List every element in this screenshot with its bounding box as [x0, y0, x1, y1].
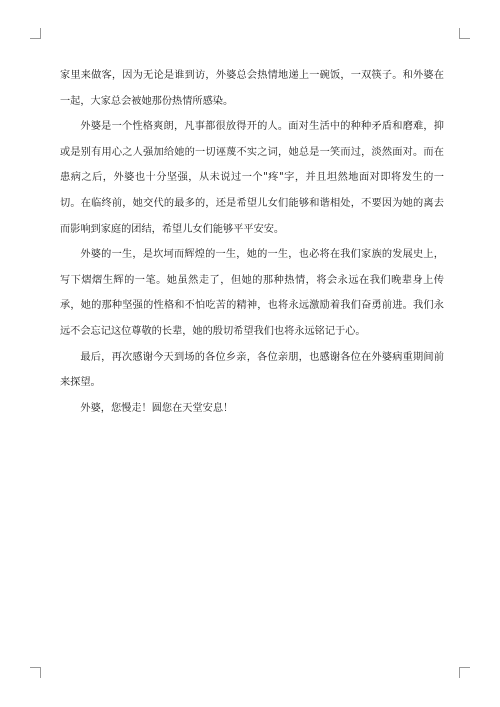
crop-mark-bottom-right [459, 667, 470, 678]
crop-mark-top-left [30, 28, 41, 39]
paragraph-continuation: 家里来做客，因为无论是谁到访，外婆总会热情地递上一碗饭，一双筷子。和外婆在一起，大家总会被她那份热情所感染。 [60, 70, 444, 107]
document-body [60, 63, 444, 421]
crop-mark-bottom-left [30, 667, 41, 678]
crop-mark-top-right [459, 28, 470, 39]
paragraph-farewell: 外婆，您慢走！圆您在天堂安息！ [80, 402, 234, 414]
paragraph-personality: 外婆是一个性格爽朗，凡事都很放得开的人。面对生活中的种种矛盾和磨难，抑或是别有用心之人强加给她的一切诬蔑不实之词，她总是一笑而过，淡然面对。而在患病之后，外婆也十分坚强，从未说过一个"疼"字，并且坦然地面对即将发生的一切。在临终前，她交代的最多的，还是希望儿女们能够和谐相处，不要因为她的离去而影响到家庭的团结，希望儿女们能够平平安安。 [60, 121, 444, 235]
paragraph-thanks: 最后，再次感谢今天到场的各位乡亲，各位亲朋，也感谢各位在外婆病重期间前来探望。 [60, 351, 444, 389]
paragraph-legacy: 外婆的一生，是坎坷而辉煌的一生，她的一生，也必将在我们家族的发展史上，写下熠熠生辉的一笔。她虽然走了，但她的那种热情，将会永远在我们晚辈身上传承，她的那种坚强的性格和不怕吃苦的精神，也将永远激励着我们奋勇前进。我们永远不会忘记这位尊敬的长辈，她的殷切希望我们也将永远铭记于心。 [60, 249, 444, 337]
